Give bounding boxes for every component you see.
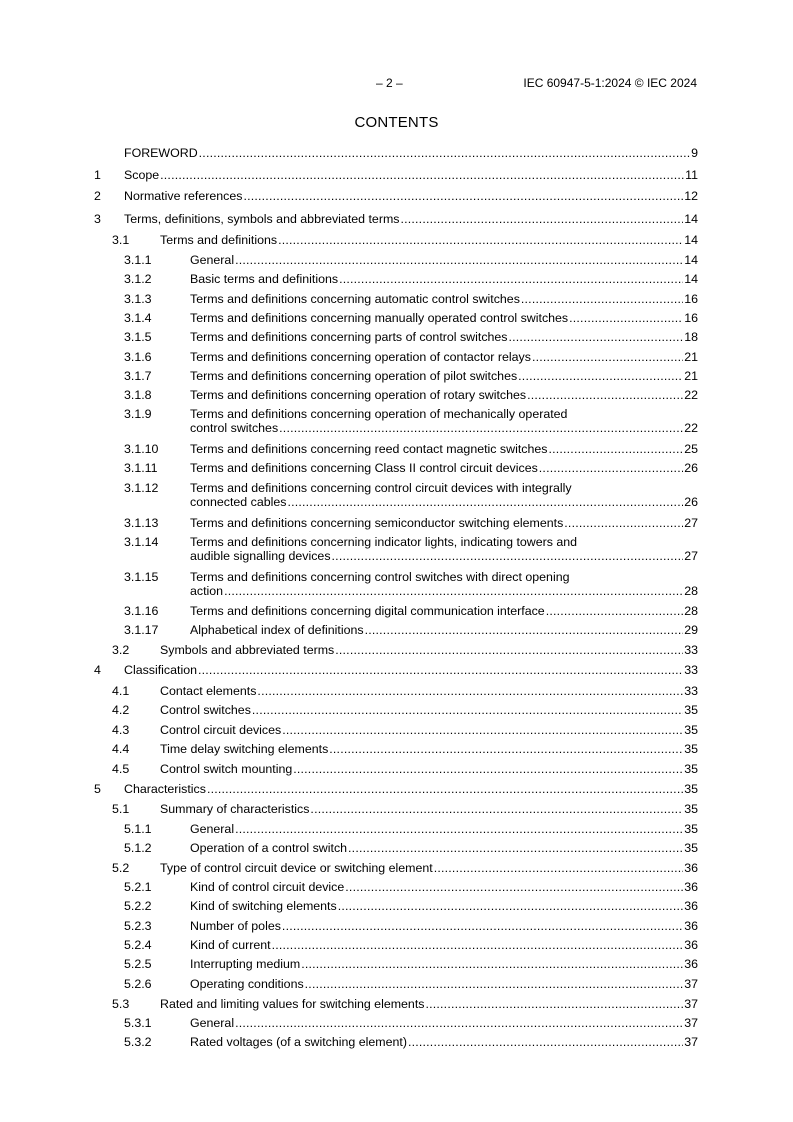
toc-page-number: 28 (684, 584, 698, 598)
dot-leader (400, 212, 683, 226)
toc-entry[interactable] (94, 802, 698, 816)
toc-page-number: 35 (684, 802, 698, 816)
dot-leader (207, 782, 683, 796)
toc-entry-number: 3.1.5 (124, 330, 152, 344)
toc-page-number: 37 (684, 997, 698, 1011)
dot-leader (332, 549, 684, 563)
toc-entry-number: 5.1.2 (124, 841, 152, 855)
toc-entry[interactable] (94, 919, 698, 933)
toc-page-number: 16 (684, 292, 698, 306)
toc-page-number: 36 (684, 861, 698, 875)
toc-entry-title-line1: Terms and definitions concerning control circuit devices with integrally (190, 481, 572, 495)
toc-page-number: 33 (684, 663, 698, 677)
toc-entry-title: Symbols and abbreviated terms (160, 643, 335, 657)
toc-entry-title: Scope (124, 168, 160, 182)
toc-entry-title: control switches (190, 421, 279, 435)
toc-entry-number: 5.3.1 (124, 1016, 152, 1030)
toc-entry[interactable] (94, 1035, 698, 1049)
toc-page-number: 26 (684, 461, 698, 475)
toc-entry-title: Basic terms and definitions (190, 272, 339, 286)
toc-entry-number: 5.3.2 (124, 1035, 152, 1049)
toc-entry-number: 4.2 (112, 703, 130, 717)
toc-entry-title: Number of poles (190, 919, 281, 933)
toc-page-number: 16 (684, 311, 698, 325)
toc-page-number: 35 (684, 822, 698, 836)
toc-entry[interactable] (94, 623, 698, 637)
toc-entry[interactable] (94, 899, 698, 913)
toc-entry-number: 1 (94, 168, 101, 182)
toc-entry-number: 5.2 (112, 861, 130, 875)
toc-entry-title: action (190, 584, 224, 598)
dot-leader (252, 703, 683, 717)
toc-page-number: 12 (684, 189, 698, 203)
toc-entry[interactable] (94, 977, 698, 991)
toc-entry-title: Operating conditions (190, 977, 304, 991)
dot-leader (564, 516, 683, 530)
toc-entry[interactable] (94, 1016, 698, 1030)
toc-entry-title: Alphabetical index of definitions (190, 623, 364, 637)
toc-entry[interactable] (94, 146, 698, 160)
toc-page-number: 14 (684, 253, 698, 267)
dot-leader (408, 1035, 683, 1049)
toc-entry-title: Classification (124, 663, 197, 677)
toc-page-number: 29 (684, 623, 698, 637)
dot-leader (329, 742, 683, 756)
toc-entry[interactable] (94, 957, 698, 971)
dot-leader (282, 723, 683, 737)
toc-page-number: 33 (684, 643, 698, 657)
toc-entry-title-line1: Terms and definitions concerning operation of mechanically operated (190, 407, 568, 421)
toc-entry-number: 5.2.3 (124, 919, 152, 933)
toc-entry[interactable] (94, 350, 698, 364)
dot-leader (160, 168, 684, 182)
dot-leader (243, 189, 683, 203)
toc-entry-number: 5 (94, 782, 101, 796)
toc-page-number: 37 (684, 1016, 698, 1030)
toc-entry-title: Kind of switching elements (190, 899, 337, 913)
dot-leader (235, 1016, 683, 1030)
toc-entry-number: 5.2.2 (124, 899, 152, 913)
toc-page-number: 35 (684, 723, 698, 737)
dot-leader (518, 369, 683, 383)
toc-entry[interactable] (94, 723, 698, 737)
toc-entry[interactable] (94, 481, 698, 509)
toc-entry[interactable] (94, 253, 698, 267)
toc-entry[interactable] (94, 330, 698, 344)
toc-entry-title: Time delay switching elements (160, 742, 329, 756)
toc-entry-number: 3.1.6 (124, 350, 152, 364)
toc-entry-number: 3 (94, 212, 101, 226)
toc-entry-number: 3.1 (112, 233, 130, 247)
toc-entry-title: Summary of characteristics (160, 802, 310, 816)
toc-entry[interactable] (94, 272, 698, 286)
toc-entry[interactable] (94, 516, 698, 530)
toc-entry-title: Terms and definitions concerning semiconductor switching elements (190, 516, 564, 530)
toc-entry-title: Terms and definitions concerning digital communication interface (190, 604, 545, 618)
toc-entry-number: 3.1.7 (124, 369, 152, 383)
toc-entry-title: Terms and definitions concerning Class II control circuit devices (190, 461, 538, 475)
dot-leader (509, 330, 684, 344)
dot-leader (338, 899, 684, 913)
toc-page-number: 33 (684, 684, 698, 698)
toc-entry-number: 3.1.12 (124, 481, 159, 495)
dot-leader (546, 604, 684, 618)
toc-page-number: 35 (684, 762, 698, 776)
toc-entry[interactable] (94, 762, 698, 776)
dot-leader (569, 311, 683, 325)
toc-entry-number: 2 (94, 189, 101, 203)
toc-entry[interactable] (94, 442, 698, 456)
toc-page-number: 14 (684, 272, 698, 286)
toc-entry[interactable] (94, 663, 698, 677)
toc-entry[interactable] (94, 703, 698, 717)
toc-entry-title: Rated and limiting values for switching elements (160, 997, 425, 1011)
toc-entry-number: 4.3 (112, 723, 130, 737)
toc-entry-number: 3.1.2 (124, 272, 152, 286)
toc-entry-title: Terms and definitions concerning operation of rotary switches (190, 388, 527, 402)
toc-entry[interactable] (94, 938, 698, 952)
toc-page-number: 25 (684, 442, 698, 456)
dot-leader (235, 253, 683, 267)
toc-entry-number: 5.2.5 (124, 957, 152, 971)
toc-entry[interactable] (94, 861, 698, 875)
toc-page-number: 36 (684, 957, 698, 971)
toc-entry[interactable] (94, 570, 698, 598)
dot-leader (532, 350, 683, 364)
toc-page-number: 14 (684, 233, 698, 247)
dot-leader (287, 495, 683, 509)
toc-entry-number: 5.2.4 (124, 938, 152, 952)
toc-entry-number: 3.2 (112, 643, 130, 657)
toc-entry-number: 4.5 (112, 762, 130, 776)
toc-page-number: 27 (684, 549, 698, 563)
toc-entry-number: 3.1.1 (124, 253, 152, 267)
dot-leader (521, 292, 683, 306)
toc-entry[interactable] (94, 684, 698, 698)
toc-page-number: 22 (684, 421, 698, 435)
toc-entry[interactable] (94, 292, 698, 306)
dot-leader (310, 802, 683, 816)
toc-entry-title: General (190, 1016, 235, 1030)
toc-entry-title-line1: Terms and definitions concerning control switches with direct opening (190, 570, 570, 584)
toc-page-number: 37 (684, 1035, 698, 1049)
standard-reference: IEC 60947-5-1:2024 © IEC 2024 (523, 76, 697, 90)
page-number: – 2 – (376, 76, 403, 90)
toc-entry-title: General (190, 253, 235, 267)
toc-page-number: 36 (684, 938, 698, 952)
toc-page-number: 27 (684, 516, 698, 530)
toc-entry-number: 3.1.16 (124, 604, 159, 618)
toc-entry-number: 3.1.8 (124, 388, 152, 402)
toc-page-number: 14 (684, 212, 698, 226)
toc-entry[interactable] (94, 388, 698, 402)
toc-entry-title: Control switch mounting (160, 762, 293, 776)
toc-entry-number: 3.1.13 (124, 516, 159, 530)
toc-page-number: 35 (684, 841, 698, 855)
toc-entry[interactable] (94, 369, 698, 383)
dot-leader (272, 938, 684, 952)
toc-entry-title: Terms and definitions concerning reed contact magnetic switches (190, 442, 548, 456)
dot-leader (257, 684, 683, 698)
toc-page-number: 35 (684, 703, 698, 717)
toc-entry-title: Operation of a control switch (190, 841, 348, 855)
toc-entry-number: 3.1.4 (124, 311, 152, 325)
toc-page-number: 36 (684, 880, 698, 894)
toc-page-number: 21 (684, 369, 698, 383)
toc-entry-title: Kind of control circuit device (190, 880, 345, 894)
toc-page-number: 35 (684, 782, 698, 796)
toc-entry[interactable] (94, 461, 698, 475)
dot-leader (335, 643, 683, 657)
dot-leader (301, 957, 683, 971)
toc-entry[interactable] (94, 311, 698, 325)
dot-leader (434, 861, 683, 875)
toc-page-number: 18 (684, 330, 698, 344)
toc-entry[interactable] (94, 841, 698, 855)
toc-entry-title: Normative references (124, 189, 243, 203)
toc-entry-title: Terms and definitions concerning automatic control switches (190, 292, 520, 306)
dot-leader (235, 822, 683, 836)
toc-entry-title: Rated voltages (of a switching element) (190, 1035, 407, 1049)
toc-entry-number: 3.1.15 (124, 570, 159, 584)
toc-entry-title: audible signalling devices (190, 549, 331, 563)
toc-entry-title: Interrupting medium (190, 957, 301, 971)
toc-entry[interactable] (94, 997, 698, 1011)
toc-entry-title: Terms and definitions concerning operation of contactor relays (190, 350, 531, 364)
dot-leader (293, 762, 683, 776)
toc-page-number: 11 (685, 168, 698, 182)
toc-entry-number: 3.1.9 (124, 407, 152, 421)
toc-entry[interactable] (94, 643, 698, 657)
toc-entry[interactable] (94, 233, 698, 247)
toc-entry-title: General (190, 822, 235, 836)
dot-leader (198, 663, 683, 677)
toc-entry-number: 3.1.17 (124, 623, 159, 637)
dot-leader (527, 388, 683, 402)
toc-entry[interactable] (94, 189, 698, 203)
dot-leader (279, 421, 683, 435)
dot-leader (348, 841, 683, 855)
toc-entry[interactable] (94, 742, 698, 756)
toc-page-number: 22 (684, 388, 698, 402)
toc-entry[interactable] (94, 604, 698, 618)
dot-leader (539, 461, 683, 475)
toc-entry-title: Contact elements (160, 684, 257, 698)
toc-entry[interactable] (94, 535, 698, 563)
toc-entry-number: 3.1.3 (124, 292, 152, 306)
toc-entry-number: 5.2.6 (124, 977, 152, 991)
toc-entry-number: 5.2.1 (124, 880, 152, 894)
toc-page-number: 36 (684, 919, 698, 933)
toc-page-number: 35 (684, 742, 698, 756)
toc-entry-number: 4.1 (112, 684, 130, 698)
toc-page-number: 37 (684, 977, 698, 991)
toc-page-number: 36 (684, 899, 698, 913)
dot-leader (224, 584, 683, 598)
toc-entry[interactable] (94, 168, 698, 182)
toc-entry[interactable] (94, 407, 698, 435)
page-header (0, 76, 793, 92)
toc-entry-title: Terms and definitions concerning operation of pilot switches (190, 369, 518, 383)
toc-entry-number: 3.1.11 (124, 461, 158, 475)
toc-entry-number: 5.1 (112, 802, 130, 816)
toc-entry-title: connected cables (190, 495, 287, 509)
toc-entry-number: 3.1.14 (124, 535, 159, 549)
dot-leader (278, 233, 683, 247)
dot-leader (305, 977, 684, 991)
toc-entry[interactable] (94, 822, 698, 836)
toc-entry-title: Terms and definitions (160, 233, 278, 247)
toc-page-number: 26 (684, 495, 698, 509)
dot-leader (365, 623, 684, 637)
toc-entry-number: 4 (94, 663, 101, 677)
dot-leader (548, 442, 683, 456)
dot-leader (282, 919, 683, 933)
toc-page-number: 28 (684, 604, 698, 618)
toc-entry-number: 5.1.1 (124, 822, 152, 836)
toc-entry[interactable] (94, 782, 698, 796)
page-title: CONTENTS (354, 114, 439, 131)
toc-page-number: 9 (691, 146, 698, 160)
toc-entry-title: Terms and definitions concerning manually operated control switches (190, 311, 569, 325)
toc-entry-title: Type of control circuit device or switching element (160, 861, 433, 875)
dot-leader (339, 272, 683, 286)
toc-entry-number: 4.4 (112, 742, 130, 756)
dot-leader (345, 880, 683, 894)
toc-entry[interactable] (94, 212, 698, 226)
toc-entry-title: Characteristics (124, 782, 206, 796)
toc-entry-title: FOREWORD (124, 146, 198, 160)
toc-page-number: 21 (684, 350, 698, 364)
toc-entry-title: Terms and definitions concerning parts of control switches (190, 330, 508, 344)
toc-entry-title: Terms, definitions, symbols and abbreviated terms (124, 212, 400, 226)
toc-entry-title-line1: Terms and definitions concerning indicator lights, indicating towers and (190, 535, 578, 549)
toc-entry-number: 5.3 (112, 997, 130, 1011)
toc-entry-title: Kind of current (190, 938, 271, 952)
toc-entry-title: Control switches (160, 703, 251, 717)
toc-entry[interactable] (94, 880, 698, 894)
dot-leader (199, 146, 690, 160)
toc-entry-title: Control circuit devices (160, 723, 282, 737)
dot-leader (425, 997, 683, 1011)
toc-entry-number: 3.1.10 (124, 442, 159, 456)
